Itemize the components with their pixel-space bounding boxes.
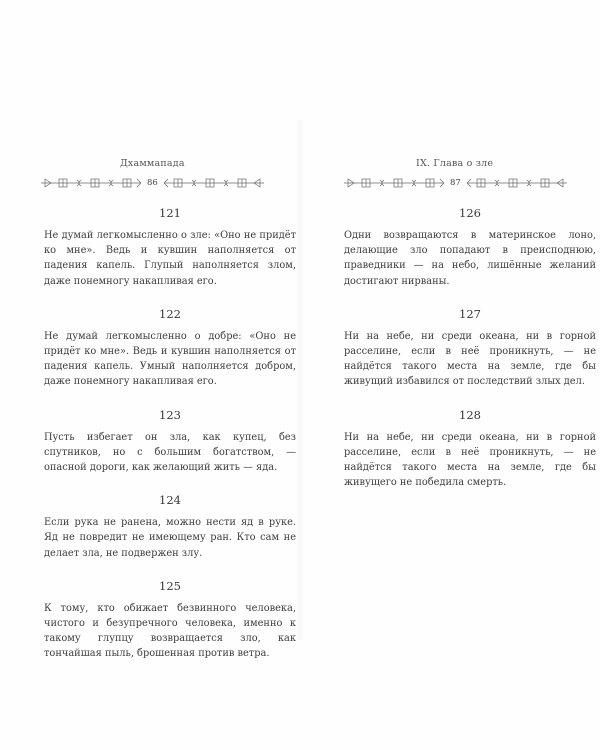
verse-number: 124 <box>159 493 181 508</box>
vine-chain-ornament-icon <box>41 177 141 189</box>
verse-text: Не думай легкомысленно о добре: «Оно не придёт ко мне». Ведь и кувшин наполняется от падения капель. Умный наполняется добром, даже понемногу накапливая его. <box>44 330 296 388</box>
verse-text: Пусть избегает он зла, как купец, без спутников, но с большим богатством, — опасной дороги, как желающий жить — яда. <box>44 431 296 474</box>
verse-number: 125 <box>159 578 181 593</box>
verse-text: Одни возвращаются в материнское лоно, делающие зло попадают в преисподнюю, праведники — на небо, лишённые желаний достигают нирваны. <box>344 230 596 287</box>
verse-column-left <box>44 206 296 680</box>
header-ornament-right <box>344 176 567 190</box>
page-number-right: 87 <box>450 178 461 188</box>
verse-text: Если рука не ранена, можно нести яд в руке. Яд не повредит не имеющему ран. Кто сам не делает зла, не подвержен злу. <box>44 517 296 559</box>
verse-text: Ни на небе, ни среди океана, ни в горной расселине, если в неё проникнуть, — не найдётся такого места на земле, где бы живущий избавился от последствий злых дел. <box>344 330 596 388</box>
verse-text: Не думай легкомысленно о зле: «Оно не придёт ко мне». Ведь и кувшин наполняется от падения капель. Глупый наполняется злом, даже понемногу накапливая его. <box>44 230 296 287</box>
verse-text: Ни на небе, ни среди океана, ни в горной расселине, если в неё проникнуть, — не найдётся такого места на земле, где бы живущего не победила смерть. <box>344 431 596 489</box>
verse-number: 123 <box>159 407 181 422</box>
header-ornament-left <box>41 176 264 190</box>
right-page <box>300 0 600 750</box>
page-number-left: 86 <box>147 178 158 188</box>
vine-chain-ornament-icon <box>467 177 567 189</box>
verse-text: К тому, кто обижает безвинного человека, чистого и безупречного человека, именно к такому глупцу возвращается зло, как тончайшая пыль, брошенная против ветра. <box>44 602 296 660</box>
verse-column-right <box>344 206 596 508</box>
verse-number: 121 <box>159 206 181 220</box>
verse-number: 128 <box>459 407 481 422</box>
verse-number: 127 <box>459 306 481 321</box>
vine-chain-ornament-icon <box>164 177 264 189</box>
verse-number: 126 <box>459 206 481 220</box>
vine-chain-ornament-icon <box>344 177 444 189</box>
verse-number: 122 <box>159 306 181 321</box>
running-head-right: IX. Глава о зле <box>416 158 494 169</box>
running-head-left: Дхаммапада <box>120 158 185 169</box>
